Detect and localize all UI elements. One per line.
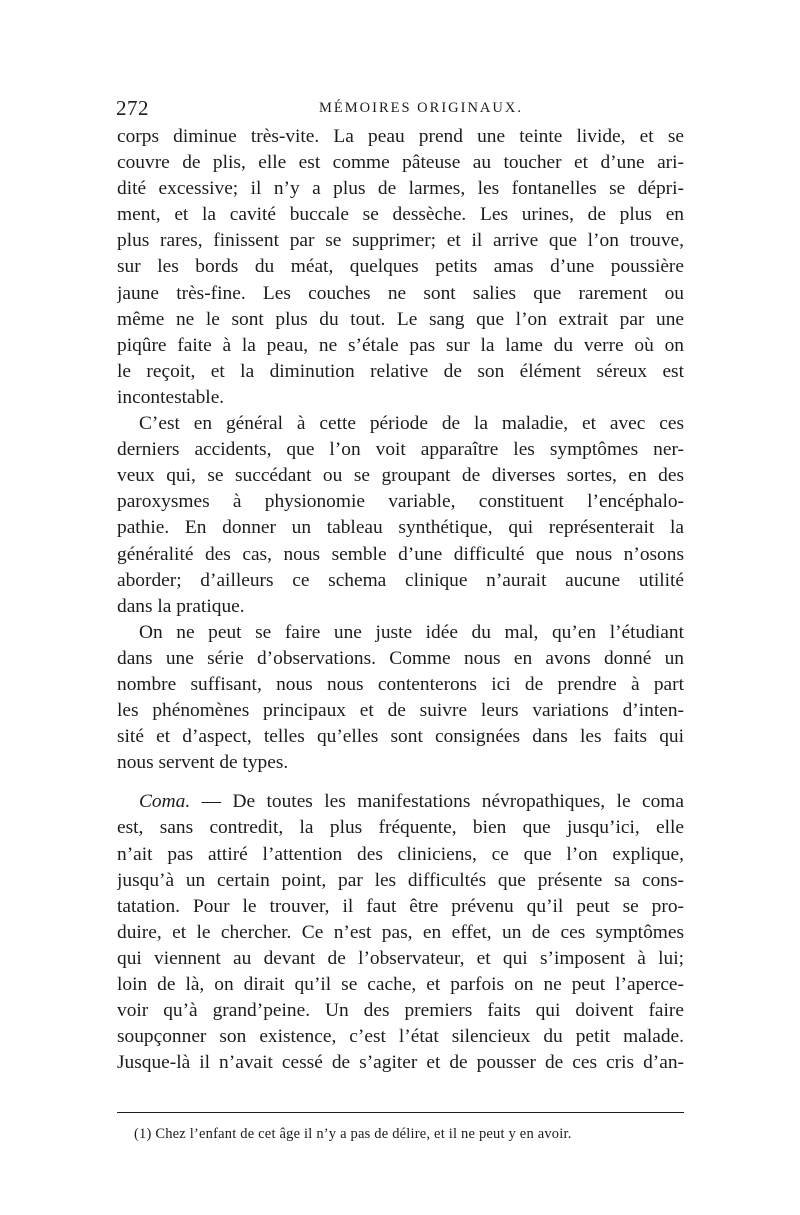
- text-line: le reçoit, et la diminution relative de son élément séreux est: [117, 360, 684, 382]
- text-line: les phénomènes principaux et de suivre leurs variations d’inten-: [117, 700, 684, 722]
- text-line: corps diminue très-vite. La peau prend une teinte livide, et se: [117, 126, 684, 147]
- text-line: voir qu’à grand’peine. Un des premiers faits qui doivent faire: [117, 1000, 684, 1022]
- text-line: Jusque-là il n’avait cessé de s’agiter et de pousser de ces cris d’an-: [117, 1052, 684, 1074]
- text-line: nombre suffisant, nous nous contenterons ici de prendre à part: [117, 673, 684, 695]
- text-line: incontestable.: [117, 386, 225, 408]
- text-line: duire, et le chercher. Ce n’est pas, en effet, un de ces symptômes: [117, 921, 684, 943]
- text-line: généralité des cas, nous semble d’une difficulté que nous n’osons: [117, 543, 684, 565]
- text-line: ment, et la cavité buccale se dessèche. Les urines, de plus en: [117, 204, 684, 226]
- text-line: soupçonner son existence, c’est l’état silencieux du petit malade.: [117, 1026, 684, 1048]
- text-line: nous servent de types.: [117, 752, 289, 774]
- section-gap: [117, 776, 684, 789]
- text-line: derniers accidents, que l’on voit apparaître les symptômes ner-: [117, 439, 684, 461]
- text-line: jaune très-fine. Les couches ne sont salies que rarement ou: [117, 282, 684, 304]
- paragraph-2: [117, 411, 684, 620]
- paragraph-coma: [117, 789, 684, 1076]
- text-line: n’ait pas attiré l’attention des cliniciens, ce que l’on explique,: [117, 843, 684, 865]
- text-line: piqûre faite à la peau, ne s’étale pas sur la lame du verre où on: [117, 334, 684, 356]
- page-number: 272: [116, 96, 149, 120]
- text-line: C’est en général à cette période de la maladie, et avec ces: [139, 413, 684, 435]
- text-line-rest: — De toutes les manifestations névropathiques, le coma: [190, 791, 684, 813]
- text-line: dans la pratique.: [117, 595, 245, 617]
- running-head: MÉMOIRES ORIGINAUX.: [319, 100, 523, 116]
- text-line: sur les bords du méat, quelques petits amas d’une poussière: [117, 256, 684, 278]
- text-line: pathie. En donner un tableau synthétique, qui représenterait la: [117, 517, 684, 539]
- section-heading-coma: Coma.: [139, 791, 191, 813]
- text-line: est, sans contredit, la plus fréquente, bien que jusqu’ici, elle: [117, 817, 684, 839]
- text-line: loin de là, on dirait qu’il se cache, et parfois on ne peut l’aperce-: [117, 974, 684, 995]
- text-line: dans une série d’observations. Comme nous en avons donné un: [117, 647, 684, 669]
- paragraph-3: [117, 620, 684, 777]
- text-line: [117, 789, 684, 815]
- text-line: tatation. Pour le trouver, il faut être prévenu qu’il peut se pro-: [117, 895, 684, 917]
- text-line: veux qui, se succédant ou se groupant de diverses sortes, en des: [117, 465, 684, 487]
- text-line: dité excessive; il n’y a plus de larmes, les fontanelles se dépri-: [117, 178, 684, 200]
- text-line: couvre de plis, elle est comme pâteuse au toucher et d’une ari-: [117, 152, 684, 174]
- page-header: [116, 96, 686, 120]
- footnote-rule: [117, 1112, 684, 1113]
- footnote: (1) Chez l’enfant de cet âge il n’y a pas de délire, et il ne peut y en avoir.: [134, 1126, 572, 1142]
- text-line: qui viennent au devant de l’observateur, et qui s’imposent à lui;: [117, 947, 684, 969]
- text-line: paroxysmes à physionomie variable, constituent l’encéphalo-: [117, 491, 684, 513]
- text-line: même ne le sont plus du tout. Le sang que l’on extrait par une: [117, 308, 684, 330]
- text-line: jusqu’à un certain point, par les difficultés que présente sa cons-: [117, 869, 684, 891]
- paragraph-1: [117, 124, 684, 411]
- text-line: sité et d’aspect, telles qu’elles sont consignées dans les faits qui: [117, 726, 684, 748]
- text-line: On ne peut se faire une juste idée du mal, qu’en l’étudiant: [139, 621, 684, 643]
- text-line: aborder; d’ailleurs ce schema clinique n’aurait aucune utilité: [117, 569, 684, 591]
- main-text: [117, 124, 684, 1076]
- text-line: plus rares, finissent par se supprimer; et il arrive que l’on trouve,: [117, 230, 684, 252]
